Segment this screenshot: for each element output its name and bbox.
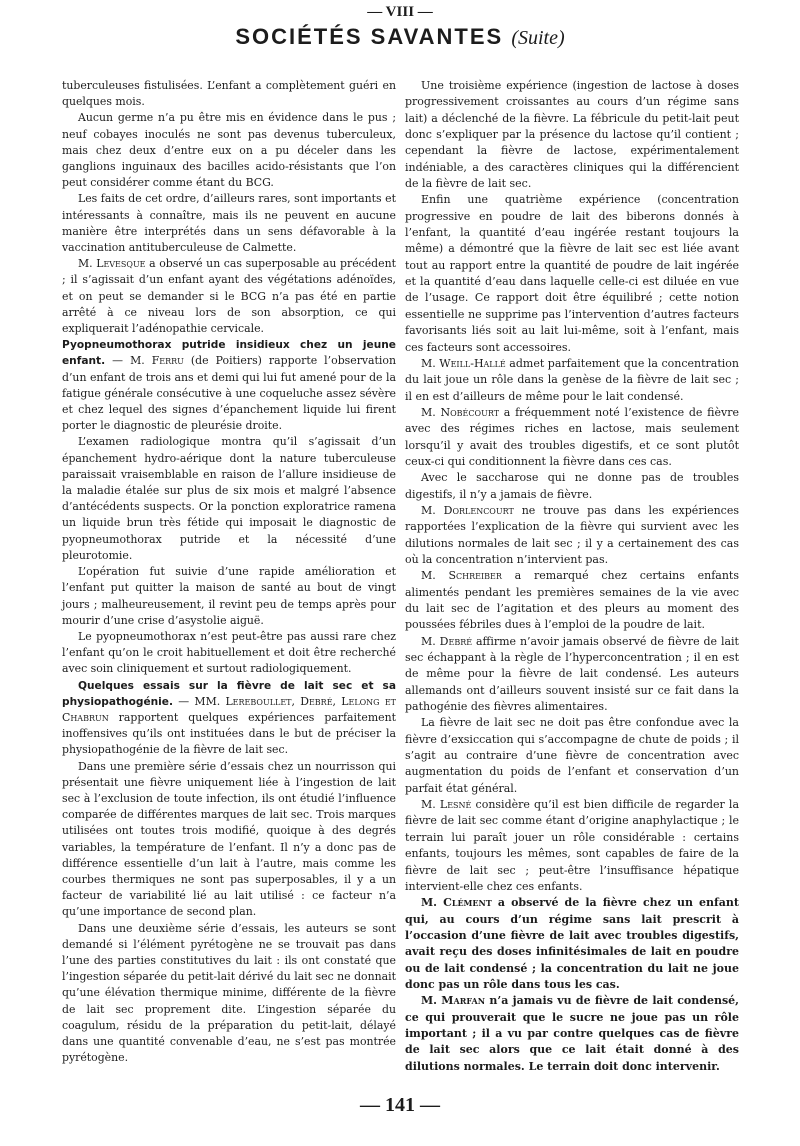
paragraph-text: n’a jamais vu de fièvre de lait condensé, ce qui prouverait que le sucre ne joue pas un rôle important ; il a vu par contre quelques cas de fièvre de lait sec alors que ce lait était donné à des dilutions normales. Le terrain doit donc intervenir. xyxy=(405,994,739,1073)
author-name: M. Levesque xyxy=(78,257,146,271)
author-name: M. Clément xyxy=(421,896,492,910)
author-name: M. Weill-Hallé xyxy=(421,356,506,370)
paragraph-text: admet parfaitement que la concentration du lait joue un rôle dans la genèse de la fièvre de lait sec ; il en est d’ailleurs de même pour le lait condensé. xyxy=(405,356,739,403)
subsection-title: Quelques essais sur la fièvre de lait sec et sa physiopathogénie. xyxy=(62,679,396,708)
author-name: M. Schreiber xyxy=(421,569,502,583)
author-name: M. Lesné xyxy=(421,798,472,812)
paragraph xyxy=(405,503,739,568)
left-column xyxy=(62,78,396,1066)
author-name: M. Debré xyxy=(421,634,473,648)
author-name: M. Nobécourt xyxy=(421,405,500,419)
paragraph-text: ne trouve pas dans les expériences rapportées l’explication de la fièvre qui survient avec les dilutions normales de lait sec ; il y a certainement des cas où la concentration n’intervient pas. xyxy=(405,503,740,566)
paragraph xyxy=(405,568,739,633)
paragraph: L’examen radiologique montra qu’il s’agissait d’un épanchement hydro-aérique dont la nature tuberculeuse paraissait vraisemblable en raison de l’allure insidieuse de la maladie étalée sur plus de six mois et malgré l’absence d’antécédents suspects. Or la ponction exploratrice ramena un liquide brun très fétide qui imposait le diagnostic de pyopneumothorax putride et la nécessité d’une pleurotomie. xyxy=(62,435,396,562)
paragraph xyxy=(62,337,396,434)
paragraph xyxy=(62,256,396,337)
paragraph xyxy=(405,405,739,470)
paragraph-text: affirme n’avoir jamais observé de fièvre de lait sec échappant à la règle de l’hyperconcentration ; il en est de même pour la fièvre de lait condensé. Les auteurs allemands ont d’ailleurs souvent insisté sur ce fait dans la pathogénie des fièvres alimentaires. xyxy=(405,634,739,714)
paragraph: Dans une première série d’essais chez un nourrisson qui présentait une fièvre uniquement liée à l’ingestion de lait sec à l’exclusion de toute infection, ils ont étudié l’influence comparée de différentes marques de lait sec. Trois marques utilisées ont toutes trois modifié, quoique à des degrés variables, la température de l’enfant. Il n’y a donc pas de différence essentielle d’un lait à l’autre, mais comme les courbes thermiques ne sont pas superposables, il y a un facteur de variabilité lié au lait utilisé : ce facteur n’a qu’une importance de second plan. xyxy=(62,759,396,919)
author-name: M. Dorlencourt xyxy=(421,503,514,517)
paragraph-text: (de Poitiers) rapporte l’observation d’un enfant de trois ans et demi qui lui fut amené pour de la fatigue générale consécutive à une coqueluche assez sévère et chez lequel des signes d’épanchement liquide lui firent porter le diagnostic de pleurésie droite. xyxy=(62,354,396,433)
paragraph xyxy=(405,356,739,405)
page-number: — 141 — xyxy=(360,1094,440,1116)
paragraph: Avec le saccharose qui ne donne pas de troubles digestifs, il n’y a jamais de fièvre. xyxy=(405,471,739,501)
paragraph: Les faits de cet ordre, d’ailleurs rares, sont importants et intéressants à connaître, mais ils ne peuvent en aucune manière être interprétés dans un sens défavorable à la vaccination antituberculeuse de Calmette. xyxy=(62,192,396,255)
author-name: — MM. Lereboullet, Debré, Lelong et Chabrun xyxy=(62,694,397,724)
right-column xyxy=(405,78,739,1075)
author-name: — M. Ferru xyxy=(112,354,184,368)
paragraph: Le pyopneumothorax n’est peut-être pas aussi rare chez l’enfant qu’on le croit habituellement et doit être recherché avec soin cliniquement et surtout radiologiquement. xyxy=(62,629,396,676)
paragraph xyxy=(405,634,739,716)
paragraph-text: rapportent quelques expériences parfaitement inoffensives qu’ils ont instituées dans le but de préciser la physiopathogénie de la fièvre de lait sec. xyxy=(62,710,396,757)
paragraph: Dans une deuxième série d’essais, les auteurs se sont demandé si l’élément pyrétogène ne se trouvait pas dans l’une des parties constitutives du lait : ils ont constaté que l’ingestion séparée du petit-lait dérivé du lait sec ne donnait qu’une élévation thermique minime, différente de la fièvre de lait sec proprement dite. L’ingestion séparée du coagulum, résidu de la préparation du petit-lait, délayé dans une quantité convenable d’eau, ne s’est pas montrée pyrétogène. xyxy=(62,921,396,1065)
section-title xyxy=(0,24,800,50)
paragraph-text: a observé de la fièvre chez un enfant qui, au cours d’un régime sans lait prescrit à l’occasion d’une fièvre de lait avec troubles digestifs, avait reçu des doses infinitésimales de lait en poudre ou de lait condensé ; la concentration du lait ne joue donc pas un rôle dans tous les cas. xyxy=(405,896,739,991)
paragraph: L’opération fut suivie d’une rapide amélioration et l’enfant put quitter la maison de santé au bout de vingt jours ; malheureusement, il revint peu de temps après pour mourir d’une crise d’asystolie aiguë. xyxy=(62,565,396,627)
paragraph xyxy=(405,993,739,1075)
section-title-suite: (Suite) xyxy=(511,27,565,49)
paragraph xyxy=(405,895,739,993)
paragraph-text: considère qu’il est bien difficile de regarder la fièvre de lait sec comme étant d’origine anaphylactique ; le terrain lui paraît jouer un rôle considérable : certains enfants, toujours les mêmes, sont capables de faire de la fièvre de lait sec ; peut-être l’insuffisance hépatique intervient-elle chez ces enfants. xyxy=(405,798,739,893)
paragraph-text: a fréquemment noté l’existence de fièvre avec des régimes riches en lactose, mais seulement lorsqu’il y avait des troubles digestifs, et ce sont plutôt ceux-ci qui conditionnent la fièvre dans ces cas. xyxy=(405,405,739,468)
subsection-title: Pyopneumothorax putride insidieux chez un jeune enfant. xyxy=(62,339,396,368)
paragraph: La fièvre de lait sec ne doit pas être confondue avec la fièvre d’exsiccation qui s’accompagne de chute de poids ; il s’agit au contraire d’une fièvre de concentration avec augmentation du poids de l’enfant et conservation d’un parfait état général. xyxy=(405,716,739,795)
paragraph: Enfin une quatrième expérience (concentration progressive en poudre de lait des biberons donnés à l’enfant, la quantité d’eau ingérée restant toujours la même) a démontré que la fièvre de lait sec est liée avant tout au rapport entre la quantité de poudre de lait ingérée et la quantité d’eau dans laquelle celle-ci est diluée en vue de l’usage. Ce rapport doit être équilibré ; cette notion essentielle ne supprime pas l’intervention d’autres facteurs favorisants liés soit au lait lui-même, soit à l’enfant, mais ces facteurs sont accessoires. xyxy=(405,193,739,354)
paragraph-text: a observé un cas superposable au précédent ; il s’agissait d’un enfant ayant des végétations adénoïdes, et on peut se demander si le BCG n’a pas été en partie arrêté à ce niveau lors de son absorption, ce qui expliquerait l’adénopathie cervicale. xyxy=(62,257,396,336)
paragraph xyxy=(62,678,396,759)
running-header: — VIII — xyxy=(367,4,433,20)
section-title-text: SOCIÉTÉS SAVANTES xyxy=(235,24,504,49)
paragraph: Une troisième expérience (ingestion de lactose à doses progressivement croissantes au cours d’un régime sans lait) a déclenché de la fièvre. La fébricule du petit-lait peut donc s’expliquer par la présence du lactose qu’il contient ; cependant la fièvre de lactose, expérimentalement indéniable, a des caractères cliniques qui la différencient de la fièvre de lait sec. xyxy=(405,79,739,191)
paragraph: Aucun germe n’a pu être mis en évidence dans le pus ; neuf cobayes inoculés ne sont pas devenus tuberculeux, mais chez deux d’entre eux on a pu déceler dans les ganglions inguinaux des bacilles acido-résistants que l’on peut considérer comme étant du BCG. xyxy=(62,111,396,190)
paragraph xyxy=(405,797,739,895)
author-name: M. Marfan xyxy=(421,994,486,1008)
paragraph: tuberculeuses fistulisées. L’enfant a complètement guéri en quelques mois. xyxy=(62,79,396,109)
paragraph-text: a remarqué chez certains enfants alimentés pendant les premières semaines de la vie avec du lait sec de l’agitation et des pleurs au moment des poussées fébriles dues à l’emploi de la poudre de lait. xyxy=(405,569,739,632)
